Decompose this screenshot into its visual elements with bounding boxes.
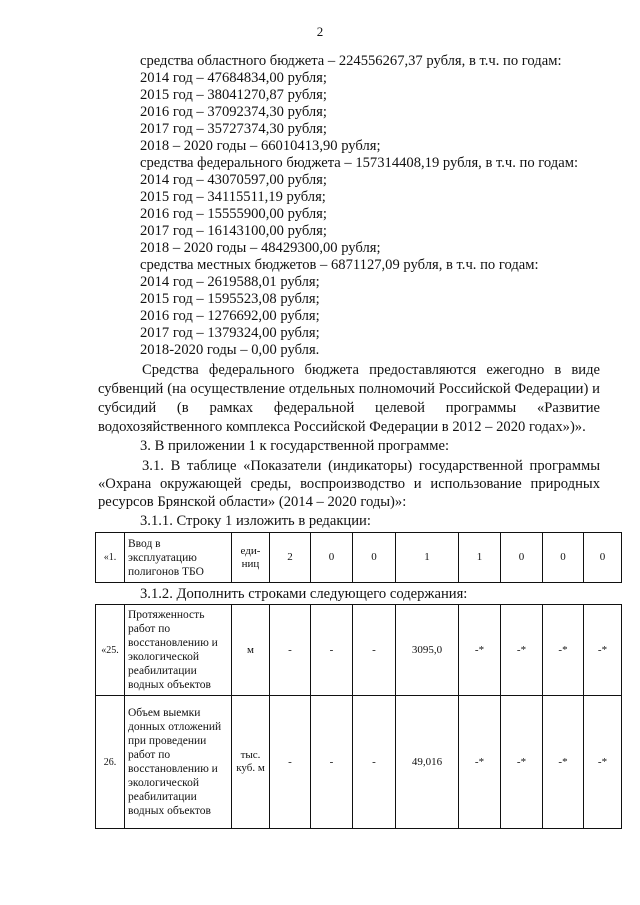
value-cell: -*	[543, 696, 584, 829]
value-cell: 1	[396, 533, 459, 583]
value-cell: -	[353, 605, 396, 696]
item-3-1-2: 3.1.2. Дополнить строками следующего содержания:	[140, 586, 468, 602]
value-cell: -*	[459, 696, 501, 829]
value-cell: -	[270, 605, 311, 696]
value-cell: 0	[311, 533, 353, 583]
unit-of-measure: тыс. куб. м	[232, 696, 270, 829]
budget-line: 2017 год – 16143100,00 рубля;	[140, 223, 327, 239]
budget-line-federal-total: средства федерального бюджета – 157314408,19 рубля, в т.ч. по годам:	[140, 155, 579, 171]
budget-line: 2018 – 2020 годы – 66010413,90 рубля;	[140, 138, 381, 154]
budget-line: 2014 год – 47684834,00 рубля;	[140, 70, 327, 86]
value-cell: -	[270, 696, 311, 829]
budget-line: 2014 год – 2619588,01 рубля;	[140, 274, 320, 290]
value-cell: -*	[584, 696, 622, 829]
row-number: 26.	[96, 696, 125, 829]
budget-line: 2017 год – 35727374,30 рубля;	[140, 121, 327, 137]
value-cell: -*	[543, 605, 584, 696]
indicator-name: Ввод в эксплуатацию полигонов ТБО	[125, 533, 232, 583]
value-cell: 3095,0	[396, 605, 459, 696]
budget-line: 2015 год – 34115511,19 рубля;	[140, 189, 326, 205]
value-cell: -*	[459, 605, 501, 696]
value-cell: 0	[501, 533, 543, 583]
budget-line-local-total: средства местных бюджетов – 6871127,09 рубля, в т.ч. по годам:	[140, 257, 539, 273]
item-3: 3. В приложении 1 к государственной программе:	[140, 438, 450, 454]
indicator-table-row-1	[95, 532, 622, 583]
budget-line: 2017 год – 1379324,00 рубля;	[140, 325, 320, 341]
value-cell: 1	[459, 533, 501, 583]
federal-budget-paragraph: Средства федерального бюджета предоставляются ежегодно в виде субвенций (на осуществление отдельных полномочий Российской Федерации) и субсидий (в рамках федеральной целевой программы «Развитие водохозяйственного комплекса Российской Федерации в 2012 – 2020 годах»)».	[98, 362, 600, 435]
value-cell: 2	[270, 533, 311, 583]
value-cell: -*	[584, 605, 622, 696]
table-row	[96, 533, 622, 583]
budget-line: 2016 год – 1276692,00 рубля;	[140, 308, 320, 324]
indicator-name: Объем выемки донных отложений при проведении работ по восстановлению и экологической реабилитации водных объектов	[125, 696, 232, 829]
budget-line: 2016 год – 37092374,30 рубля;	[140, 104, 327, 120]
value-cell: 0	[543, 533, 584, 583]
budget-line: 2018-2020 годы – 0,00 рубля.	[140, 342, 320, 358]
budget-line: 2015 год – 38041270,87 рубля;	[140, 87, 327, 103]
budget-line-regional-total: средства областного бюджета – 224556267,37 рубля, в т.ч. по годам:	[140, 53, 562, 69]
table-row	[96, 696, 622, 829]
value-cell: -*	[501, 696, 543, 829]
budget-line: 2015 год – 1595523,08 рубля;	[140, 291, 320, 307]
table-row	[96, 605, 622, 696]
budget-line: 2016 год – 15555900,00 рубля;	[140, 206, 327, 222]
budget-line: 2018 – 2020 годы – 48429300,00 рубля;	[140, 240, 381, 256]
value-cell: 0	[584, 533, 622, 583]
value-cell: -	[353, 696, 396, 829]
item-3-1-1: 3.1.1. Строку 1 изложить в редакции:	[140, 513, 371, 529]
value-cell: -	[311, 605, 353, 696]
item-3-1: 3.1. В таблице «Показатели (индикаторы) государственной программы «Охрана окружающей среды, воспроизводство и использование природных ресурсов Брянской области» (2014 – 2020 годы)»:	[98, 458, 600, 510]
page-number: 2	[316, 24, 324, 39]
unit-of-measure: еди-ниц	[232, 533, 270, 583]
row-number: «1.	[96, 533, 125, 583]
budget-line: 2014 год – 43070597,00 рубля;	[140, 172, 327, 188]
indicator-name: Протяженность работ по восстановлению и экологической реабилитации водных объектов	[125, 605, 232, 696]
value-cell: 0	[353, 533, 396, 583]
value-cell: -	[311, 696, 353, 829]
unit-of-measure: м	[232, 605, 270, 696]
indicator-table-new-rows	[95, 604, 622, 829]
value-cell: -*	[501, 605, 543, 696]
row-number: «25.	[96, 605, 125, 696]
value-cell: 49,016	[396, 696, 459, 829]
